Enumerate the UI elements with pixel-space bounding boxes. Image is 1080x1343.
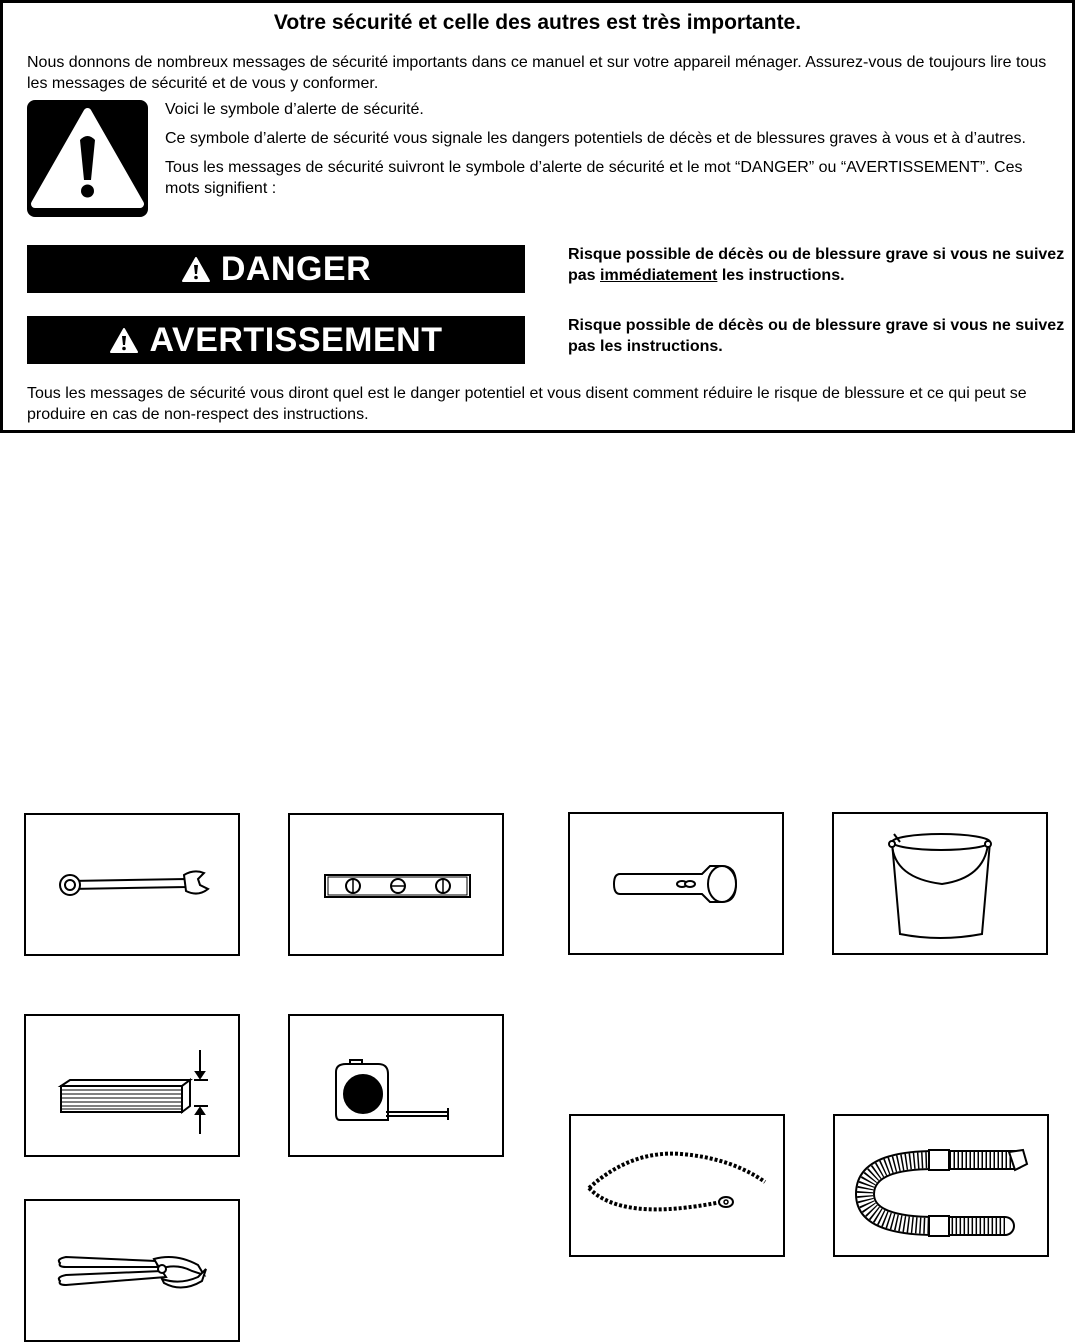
danger-desc-start: Risque possible de décès ou de blessure grave si vous ne suivez pas: [568, 246, 1065, 284]
safety-notice-box: [0, 0, 1075, 433]
tie-strap-icon: [571, 1116, 783, 1255]
danger-signal-bar: [27, 245, 525, 293]
tape-measure-icon: [290, 1016, 502, 1155]
drain-hose-icon: [835, 1116, 1047, 1255]
tool-box-bucket: [832, 812, 1048, 955]
danger-desc-emphasis: immédiatement: [600, 267, 718, 284]
danger-description: [568, 244, 1073, 286]
level-icon: [290, 815, 502, 954]
safety-outro: Tous les messages de sécurité vous diront quel est le danger potentiel et vous disent comment réduire le risque de blessure et ce qui peut se produire en cas de non-respect des instructions.: [27, 385, 1027, 423]
symbol-line: Voici le symbole d’alerte de sécurité.: [165, 101, 424, 118]
tool-box-tie-strap: [569, 1114, 785, 1257]
warning-signal-bar: [27, 316, 525, 364]
safety-title: Votre sécurité et celle des autres est très importante.: [273, 11, 802, 34]
tool-box-wrench: [24, 813, 240, 956]
tool-box-flashlight: [568, 812, 784, 955]
safety-intro: Nous donnons de nombreux messages de sécurité importants dans ce manuel et sur votre appareil ménager. Assurez-vous de toujours lire tous les messages de sécurité et de vous y conformer.: [27, 54, 1047, 92]
warning-description: Risque possible de décès ou de blessure grave si vous ne suivez pas les instructions.: [568, 317, 1065, 355]
signal-words-line: Tous les messages de sécurité suivront le symbole d’alerte de sécurité et le mot “DANGER” ou “AVERTISSEMENT”. Ces mots signifient :: [165, 159, 1023, 197]
tool-box-drain-hose: [833, 1114, 1049, 1257]
tool-box-level: [288, 813, 504, 956]
tool-box-tape-measure: [288, 1014, 504, 1157]
tool-box-wood-block: [24, 1014, 240, 1157]
wood-block-icon: [26, 1016, 238, 1155]
flashlight-icon: [570, 814, 782, 953]
warning-triangle-icon: [181, 256, 211, 283]
safety-alert-symbol-icon: [27, 100, 148, 217]
pliers-icon: [26, 1201, 238, 1340]
wrench-icon: [26, 815, 238, 954]
symbol-meaning: Ce symbole d’alerte de sécurité vous signale les dangers potentiels de décès et de blessures graves à vous et à d’autres.: [165, 130, 1026, 147]
danger-desc-end: les instructions.: [717, 267, 845, 284]
danger-label: DANGER: [220, 249, 372, 288]
warning-label: AVERTISSEMENT: [149, 320, 443, 359]
alert-text-block: [165, 99, 1045, 207]
warning-triangle-icon: [109, 327, 139, 354]
tool-box-pliers: [24, 1199, 240, 1342]
bucket-icon: [834, 814, 1046, 953]
